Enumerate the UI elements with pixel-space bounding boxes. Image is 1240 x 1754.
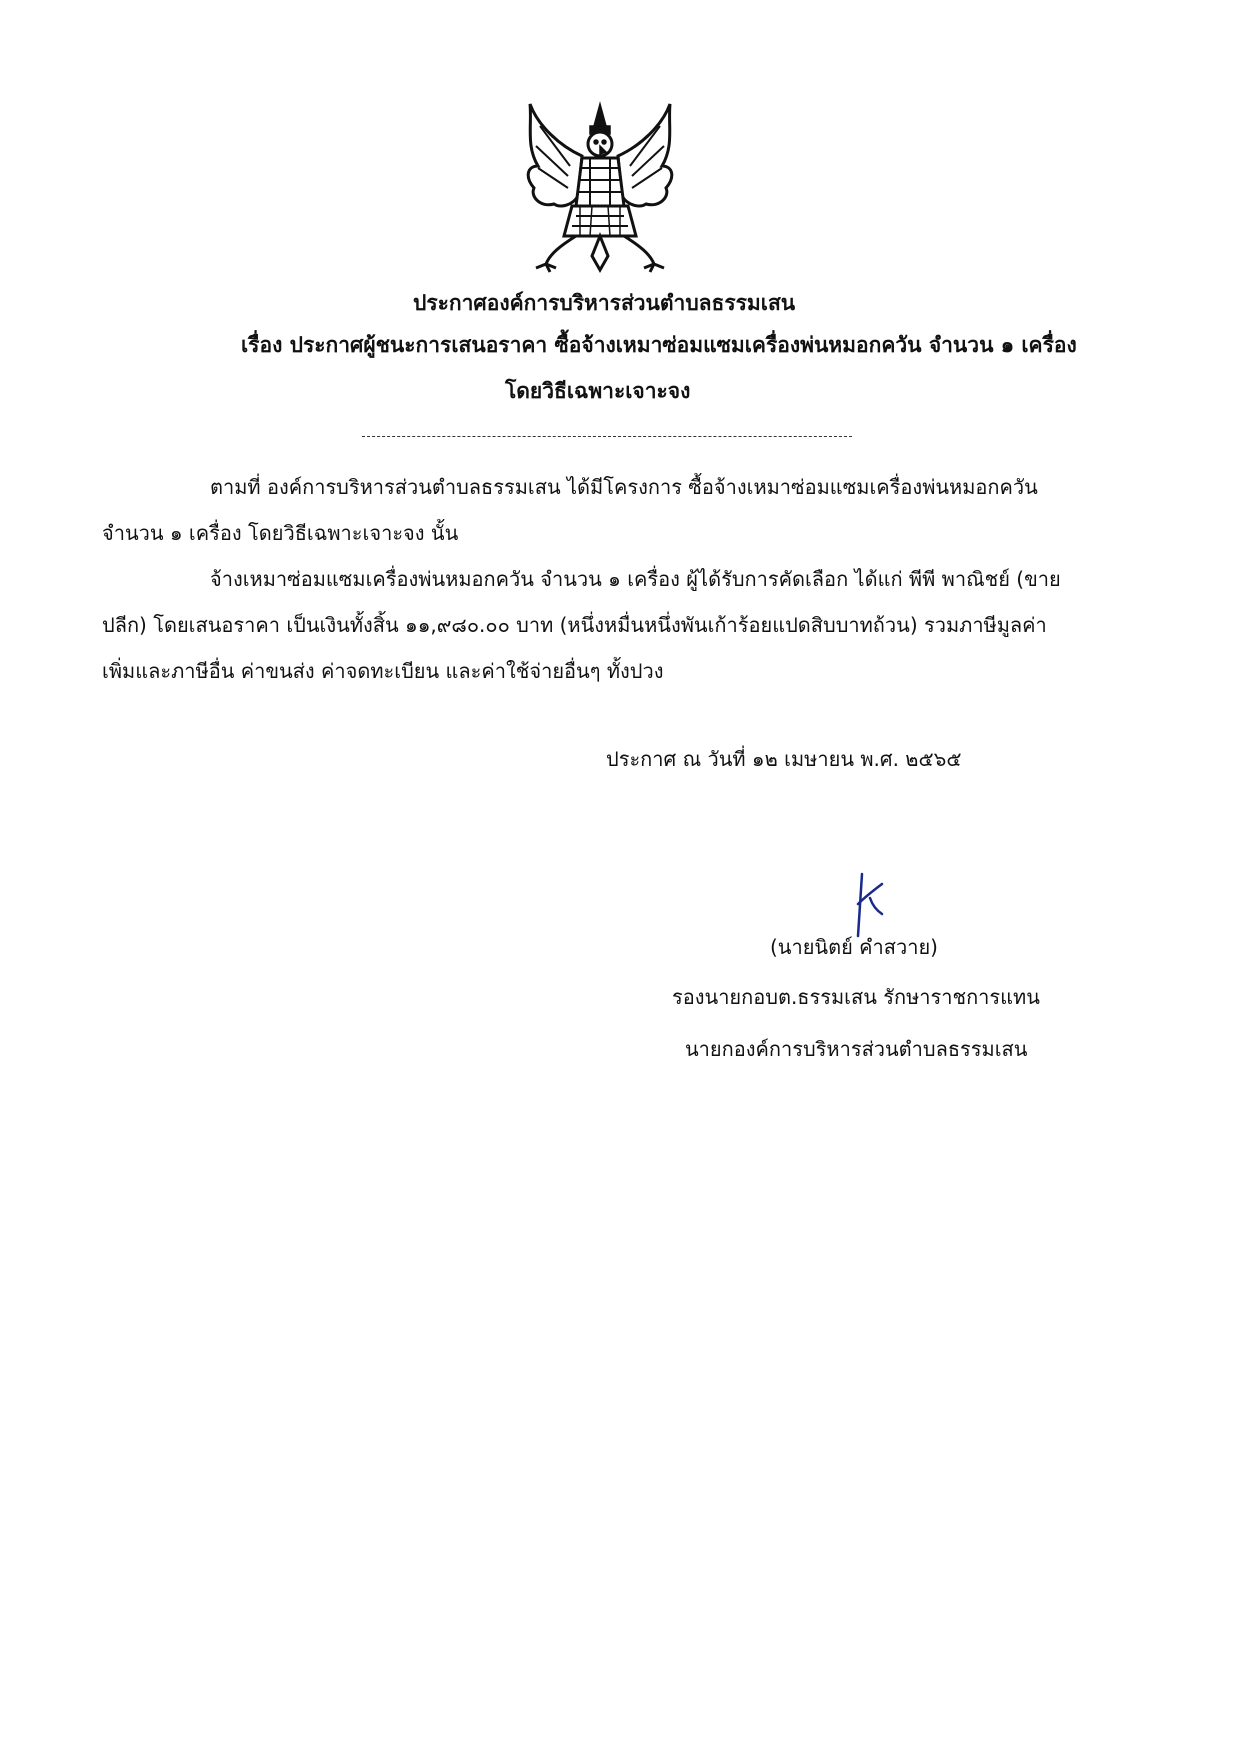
paragraph-1-line-1: ตามที่ องค์การบริหารส่วนตำบลธรรมเสน ได้มีโครงการ ซื้อจ้างเหมาซ่อมแซมเครื่องพ่นหมอกควัน [210, 475, 1038, 499]
signatory-position-2: นายกองค์การบริหารส่วนตำบลธรรมเสน [685, 1037, 1028, 1061]
announcement-date: ประกาศ ณ วันที่ ๑๒ เมษายน พ.ศ. ๒๕๖๕ [606, 747, 962, 771]
signatory-name: (นายนิตย์ คำสวาย) [770, 935, 938, 959]
header-divider [362, 436, 852, 437]
procurement-method: โดยวิธีเฉพาะเจาะจง [505, 379, 691, 403]
paragraph-1-line-2: จำนวน ๑ เครื่อง โดยวิธีเฉพาะเจาะจง นั้น [102, 521, 459, 545]
paragraph-2-line-3: เพิ่มและภาษีอื่น ค่าขนส่ง ค่าจดทะเบียน และค่าใช้จ่ายอื่นๆ ทั้งปวง [102, 659, 664, 683]
signatory-position-1: รองนายกอบต.ธรรมเสน รักษาราชการแทน [672, 985, 1040, 1009]
announcement-subject: เรื่อง ประกาศผู้ชนะการเสนอราคา ซื้อจ้างเหมาซ่อมแซมเครื่องพ่นหมอกควัน จำนวน ๑ เครื่อง [241, 333, 1077, 357]
paragraph-2-line-1: จ้างเหมาซ่อมแซมเครื่องพ่นหมอกควัน จำนวน ๑ เครื่อง ผู้ได้รับการคัดเลือก ได้แก่ พีพี พาณิชย์ (ขาย [210, 567, 1061, 591]
paragraph-2-line-2: ปลีก) โดยเสนอราคา เป็นเงินทั้งสิ้น ๑๑,๙๘๐.๐๐ บาท (หนึ่งหมื่นหนึ่งพันเก้าร้อยแปดสิบบาทถ้วน) รวมภาษีมูลค่า [102, 613, 1047, 637]
announcement-title: ประกาศองค์การบริหารส่วนตำบลธรรมเสน [413, 291, 796, 315]
handwritten-signature [848, 870, 888, 940]
garuda-emblem-icon [520, 96, 680, 276]
